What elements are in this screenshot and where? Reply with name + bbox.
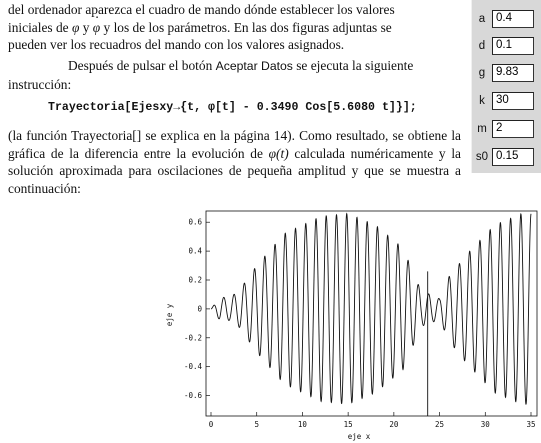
- param-row-s0: [472, 148, 541, 168]
- paragraph-result: (la función Trayectoria[] se explica en la página 14). Como resultado, se obtiene la gráfica de la diferencia entre la evolución de φ(t) calculada numéricamente y la solución aproximada para oscilaciones de pequeña amplitud y que se muestra a continuación:: [8, 128, 461, 196]
- phi-dot-symbol: · φ: [93, 19, 100, 37]
- paragraph-instruction: Después de pulsar el botón Aceptar Datos se ejecuta la siguiente instrucción:: [8, 58, 414, 92]
- y-axis-label: eje y: [165, 303, 174, 327]
- param-input-a[interactable]: 0.4: [492, 10, 534, 28]
- param-input-m[interactable]: 2: [492, 120, 534, 138]
- y-tick-label: -0.6: [183, 391, 202, 401]
- code-instruction: Trayectoria[Ejesxy→{t, φ[t] - 0.3490 Cos[5.6080 t]}];: [48, 101, 417, 114]
- y-tick-label: -0.2: [183, 333, 202, 343]
- parameter-panel: [471, 0, 541, 173]
- param-label-d: d: [478, 40, 486, 52]
- y-tick-label: 0.6: [188, 217, 202, 227]
- param-row-m: [472, 120, 541, 140]
- x-tick-label: 5: [254, 420, 259, 429]
- x-axis-label: eje x: [347, 432, 371, 441]
- param-label-m: m: [477, 123, 487, 135]
- y-tick-label: 0: [197, 304, 202, 314]
- param-input-d[interactable]: 0.1: [492, 37, 534, 55]
- intro-line-1: del ordenador aparezca el cuadro de mando dónde establecer los valores: [8, 2, 395, 17]
- param-label-g: g: [478, 67, 486, 79]
- param-row-g: [472, 64, 541, 84]
- param-label-a: a: [478, 13, 486, 25]
- difference-chart: [162, 205, 540, 443]
- intro-line-3: pueden ver los recuadros del mando con los valores asignados.: [8, 37, 345, 52]
- param-input-k[interactable]: 30: [492, 92, 534, 110]
- phi-symbol: φ: [71, 19, 80, 35]
- x-tick-label: 20: [389, 420, 399, 429]
- intro-line-2: iniciales de φ y · φ y los de los parámetros. En las dos figuras adjuntas se: [8, 19, 461, 37]
- param-input-s0[interactable]: 0.15: [492, 148, 534, 166]
- aceptar-datos-label: Aceptar Datos: [215, 59, 293, 73]
- x-tick-label: 15: [343, 420, 353, 429]
- y-tick-label: 0.4: [188, 246, 202, 256]
- y-tick-label: -0.4: [183, 362, 202, 372]
- param-input-g[interactable]: 9.83: [492, 64, 534, 82]
- x-tick-label: 0: [208, 420, 214, 429]
- x-tick-label: 25: [435, 420, 445, 429]
- x-tick-label: 10: [297, 420, 307, 429]
- phi-t-symbol: φ(t): [268, 145, 289, 161]
- x-tick-label: 30: [480, 420, 490, 429]
- param-row-d: [472, 37, 541, 57]
- param-label-s0: s0: [475, 151, 489, 163]
- y-tick-label: 0.2: [188, 275, 202, 285]
- paragraph-intro: [8, 1, 461, 54]
- param-row-a: [472, 10, 541, 30]
- x-tick-label: 35: [526, 420, 536, 429]
- param-row-k: [472, 92, 541, 112]
- param-label-k: k: [479, 95, 485, 107]
